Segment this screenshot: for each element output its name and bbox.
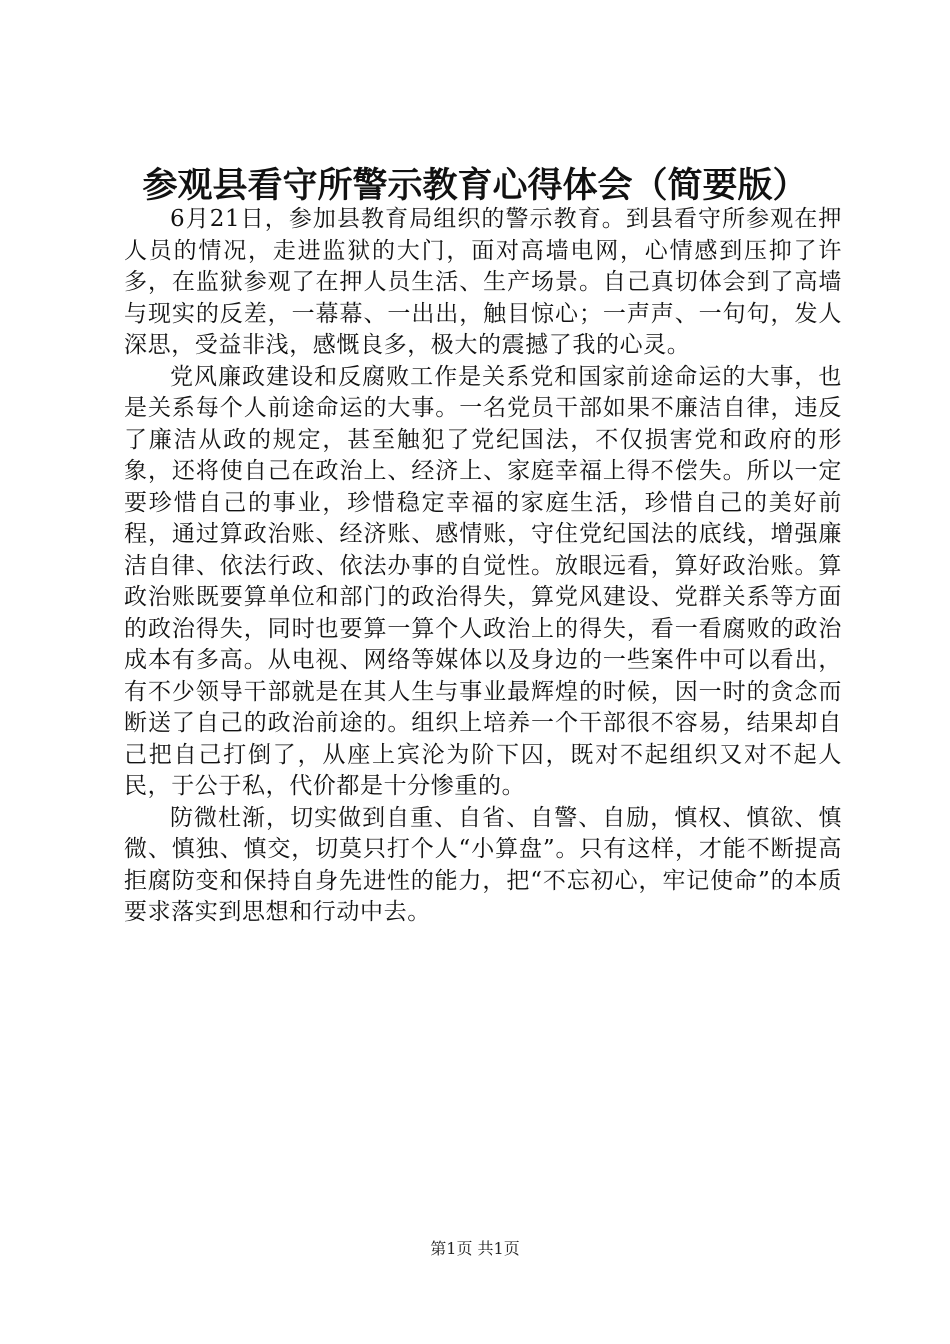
document-body — [124, 204, 842, 929]
document-title: 参观县看守所警示教育心得体会（简要版） — [142, 165, 808, 206]
paragraph-2: 党风廉政建设和反腐败工作是关系党和国家前途命运的大事，也是关系每个人前途命运的大事。一名党员干部如果不廉洁自律，违反了廉洁从政的规定，甚至触犯了党纪国法，不仅损害党和政府的形象，还将使自己在政治上、经济上、家庭幸福上得不偿失。所以一定要珍惜自己的事业，珍惜稳定幸福的家庭生活，珍惜自己的美好前程，通过算政治账、经济账、感情账，守住党纪国法的底线，增强廉洁自律、依法行政、依法办事的自觉性。放眼远看，算好政治账。算政治账既要算单位和部门的政治得失，算党风建设、党群关系等方面的政治得失，同时也要算一算个人政治上的得失，看一看腐败的政治成本有多高。从电视、网络等媒体以及身边的一些案件中可以看出，有不少领导干部就是在其人生与事业最辉煌的时候，因一时的贪念而断送了自己的政治前途的。组织上培养一个干部很不容易，结果却自己把自己打倒了，从座上宾沦为阶下囚，既对不起组织又对不起人民，于公于私，代价都是十分惨重的。 — [124, 363, 842, 799]
page-footer: 第1页 共1页 — [430, 1239, 520, 1258]
paragraph-3: 防微杜渐，切实做到自重、自省、自警、自励，慎权、慎欲、慎微、慎独、慎交，切莫只打个人“小算盘”。只有这样，才能不断提高拒腐防变和保持自身先进性的能力，把“不忘初心，牢记使命”的本质要求落实到思想和行动中去。 — [124, 804, 842, 925]
paragraph-1: 6月21日，参加县教育局组织的警示教育。到县看守所参观在押人员的情况，走进监狱的大门，面对高墙电网，心情感到压抑了许多，在监狱参观了在押人员生活、生产场景。自己真切体会到了高墙与现实的反差，一幕幕、一出出，触目惊心；一声声、一句句，发人深思，受益非浅，感慨良多，极大的震撼了我的心灵。 — [124, 206, 842, 358]
